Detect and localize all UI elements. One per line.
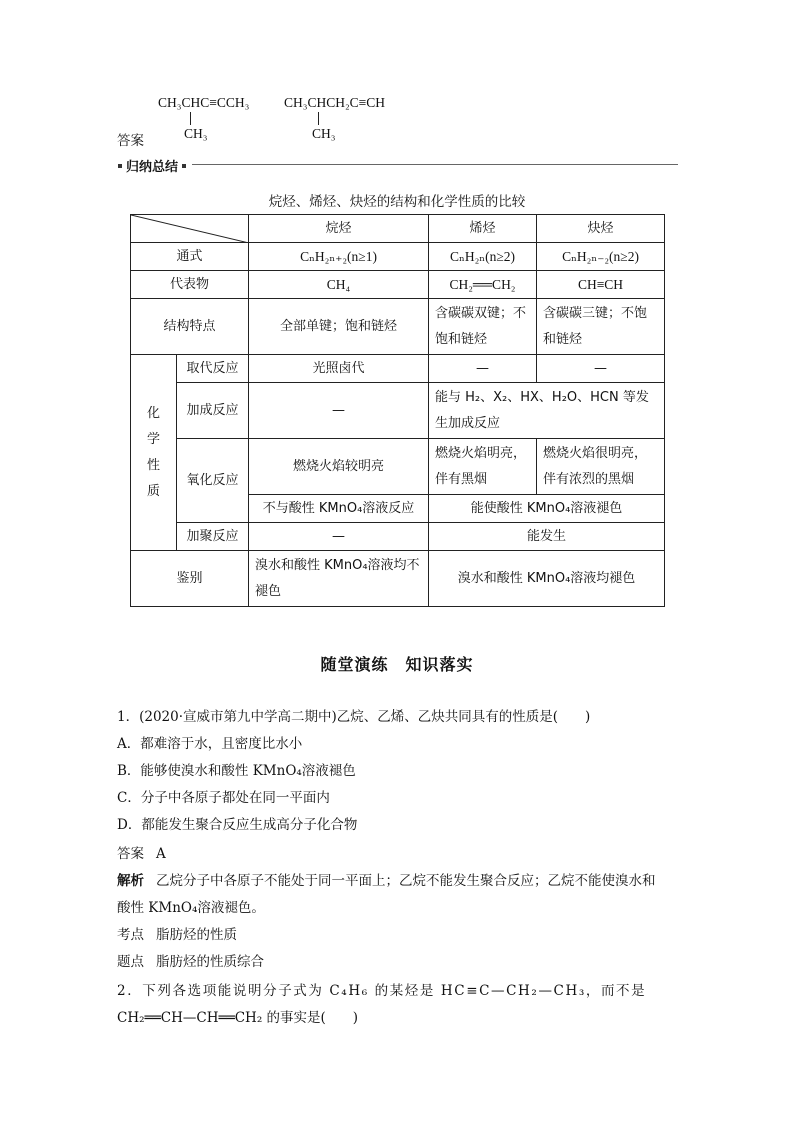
- representative-alkyne: CH≡CH: [537, 271, 665, 299]
- identification-alkane: 溴水和酸性 KMnO₄溶液均不褪色: [249, 551, 429, 607]
- formula-1-branch-bond: [190, 112, 191, 125]
- formula-2-branch-bond: [318, 112, 319, 125]
- q1-tidian-label: 题点: [117, 954, 144, 970]
- polymerization-alkane: —: [249, 523, 429, 551]
- square-bullet-icon: [118, 164, 122, 168]
- q1-kaodian: [117, 923, 237, 943]
- comparison-table: [130, 214, 665, 607]
- col-header-alkane: 烷烃: [249, 215, 429, 243]
- answer-formula-1-sub: CH₃: [184, 126, 208, 141]
- q1-analysis-line-2: 酸性 KMnO₄溶液褪色。: [117, 900, 265, 916]
- q1-option-c: C．分子中各原子都处在同一平面内: [117, 790, 330, 806]
- q1-analysis-text-1: 乙烷分子中各原子不能处于同一平面上；乙烷不能发生聚合反应；乙烷不能使溴水和: [156, 873, 656, 889]
- col-header-alkene: 烯烃: [429, 215, 537, 243]
- section-title: 随堂演练 知识落实: [320, 655, 474, 674]
- q1-option-a: A．都难溶于水，且密度比水小: [117, 736, 303, 752]
- row-label-identification: 鉴别: [131, 551, 249, 607]
- summary-divider: [192, 164, 678, 165]
- representative-alkene: CH₂══CH₂: [429, 271, 537, 299]
- identification-alkene-alkyne: 溴水和酸性 KMnO₄溶液均褪色: [429, 551, 665, 607]
- q1-answer-value: A: [156, 846, 166, 862]
- table-title: 烷烃、烯烃、炔烃的结构和化学性质的比较: [268, 194, 526, 210]
- row-label-representative: 代表物: [131, 271, 249, 299]
- q1-text: 乙烷、乙烯、乙炔共同具有的性质是( ): [336, 709, 591, 725]
- summary-heading-text: 归纳总结: [126, 160, 179, 175]
- row-label-addition: 加成反应: [177, 383, 249, 439]
- representative-alkane: CH₄: [249, 271, 429, 299]
- substitution-alkene: —: [429, 355, 537, 383]
- substitution-alkane: 光照卤代: [249, 355, 429, 383]
- q1-kaodian-value: 脂肪烃的性质: [156, 927, 237, 943]
- q1-tidian: [117, 950, 264, 970]
- q1-source: (2020·宣威市第九中学高二期中): [139, 709, 337, 725]
- oxidation-kmno4-alkene-alkyne: 能使酸性 KMnO₄溶液褪色: [429, 495, 665, 523]
- q1-answer: [117, 842, 166, 862]
- answer-formula-1-main: CH₃CHC≡CCH₃: [158, 95, 250, 110]
- oxidation-burn-alkene: 燃烧火焰明亮，伴有黑烟: [429, 439, 537, 495]
- q1-number: 1．: [117, 709, 140, 725]
- answer-label: 答案: [117, 133, 144, 149]
- col-header-alkyne: 炔烃: [537, 215, 665, 243]
- summary-heading: [118, 156, 186, 175]
- square-bullet-icon: [182, 164, 186, 168]
- diagonal-line: [131, 215, 249, 243]
- oxidation-burn-alkyne: 燃烧火焰很明亮，伴有浓烈的黑烟: [537, 439, 665, 495]
- addition-alkane: —: [249, 383, 429, 439]
- q1-analysis-label: 解析: [117, 873, 144, 889]
- q2-stem-line-1: 2．下列各选项能说明分子式为 C₄H₆ 的某烃是 HC≡C—CH₂—CH₃，而不是: [117, 983, 647, 999]
- q2-stem-line-2: CH₂══CH—CH══CH₂ 的事实是( ): [117, 1010, 359, 1026]
- row-label-polymerization: 加聚反应: [177, 523, 249, 551]
- row-label-oxidation: 氧化反应: [177, 439, 249, 523]
- q1-option-b: B．能够使溴水和酸性 KMnO₄溶液褪色: [117, 763, 356, 779]
- structure-alkyne: 含碳碳三键；不饱和链烃: [537, 299, 665, 355]
- q1-option-d: D．都能发生聚合反应生成高分子化合物: [117, 817, 358, 833]
- q1-analysis-line-1: [117, 869, 656, 889]
- structure-alkane: 全部单键；饱和链烃: [249, 299, 429, 355]
- substitution-alkyne: —: [537, 355, 665, 383]
- row-label-structure: 结构特点: [131, 299, 249, 355]
- q1-kaodian-label: 考点: [117, 927, 144, 943]
- diagonal-header-cell: [131, 215, 249, 243]
- structure-alkene: 含碳碳双键；不饱和链烃: [429, 299, 537, 355]
- q1-tidian-value: 脂肪烃的性质综合: [156, 954, 264, 970]
- oxidation-kmno4-alkane: 不与酸性 KMnO₄溶液反应: [249, 495, 429, 523]
- q1-answer-label: 答案: [117, 846, 144, 862]
- q1-stem: [117, 705, 590, 725]
- polymerization-alkene-alkyne: 能发生: [429, 523, 665, 551]
- answer-formula-2-main: CH₃CHCH₂C≡CH: [284, 95, 386, 110]
- answer-formula-2-sub: CH₃: [312, 126, 336, 141]
- row-label-general-formula: 通式: [131, 243, 249, 271]
- oxidation-burn-alkane: 燃烧火焰较明亮: [249, 439, 429, 495]
- row-group-label-chemistry: 化学性质: [131, 355, 177, 551]
- row-label-substitution: 取代反应: [177, 355, 249, 383]
- addition-alkene-alkyne: 能与 H₂、X₂、HX、H₂O、HCN 等发生加成反应: [429, 383, 665, 439]
- general-formula-alkene: CₙH₂ₙ(n≥2): [429, 243, 537, 271]
- general-formula-alkane: CₙH₂ₙ₊₂(n≥1): [249, 243, 429, 271]
- general-formula-alkyne: CₙH₂ₙ₋₂(n≥2): [537, 243, 665, 271]
